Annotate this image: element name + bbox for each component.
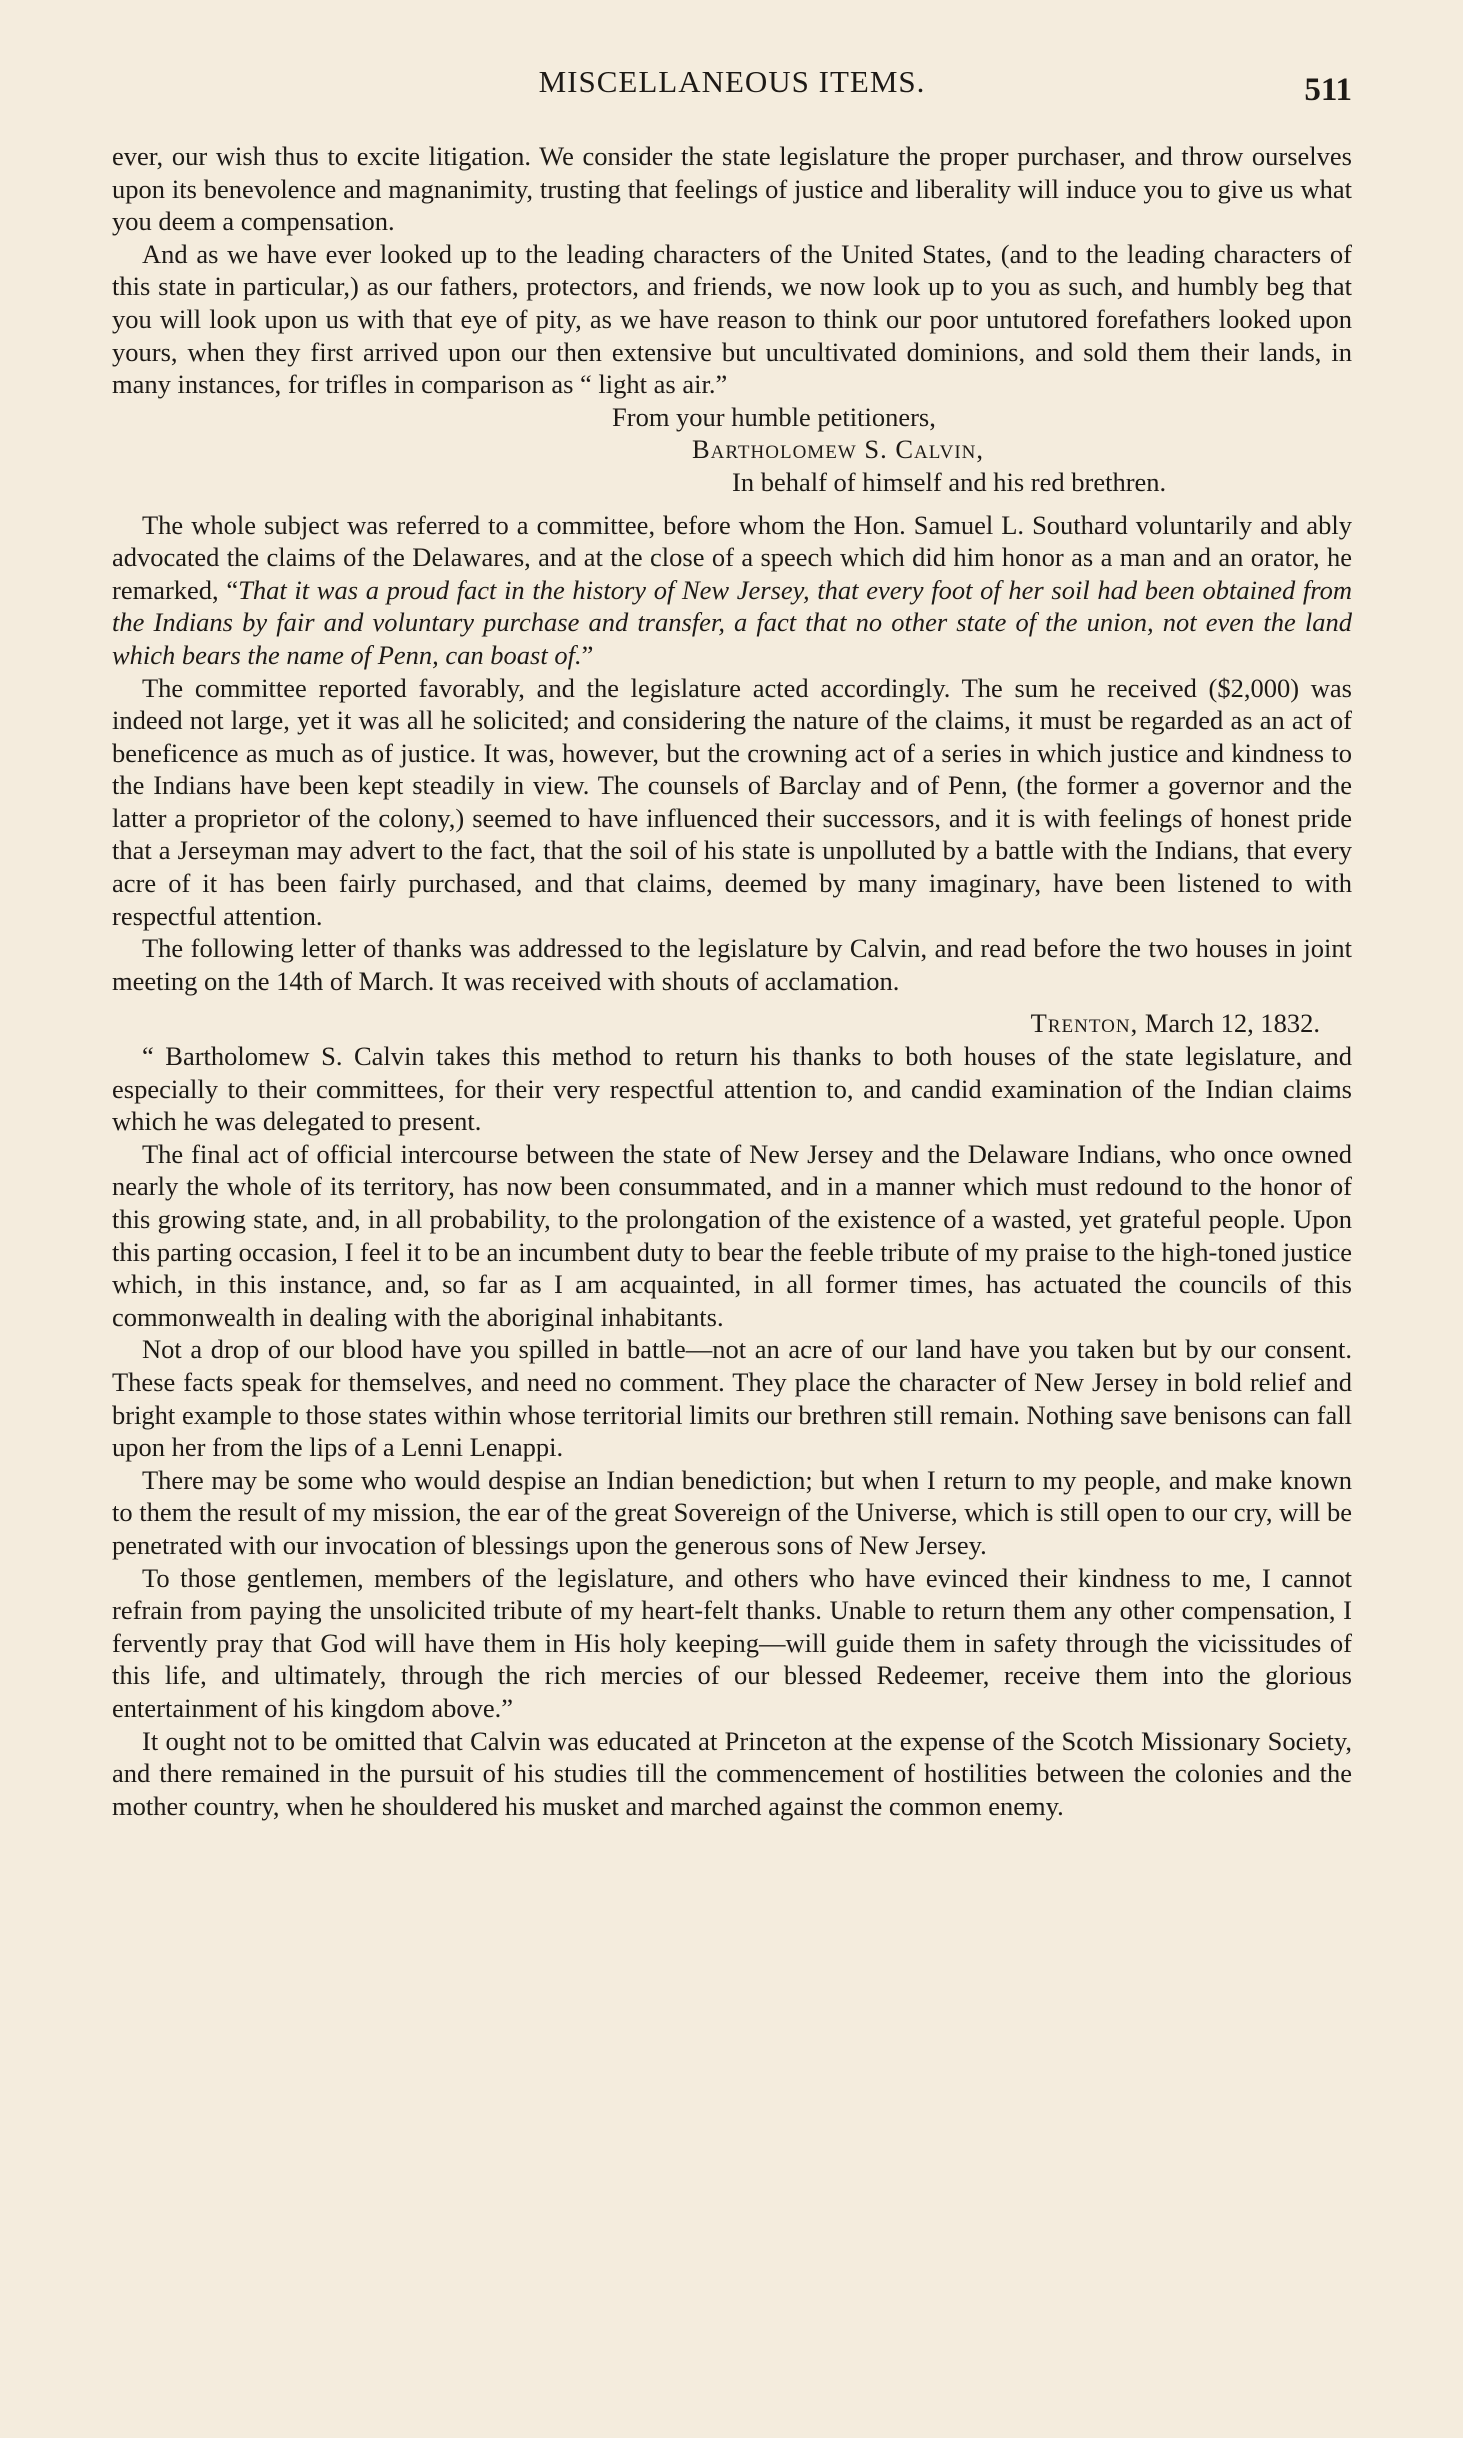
running-head [112, 60, 1352, 116]
quote-close: ” [581, 639, 594, 670]
letter-paragraph-1: “ Bartholomew S. Calvin takes this method to return his thanks to both houses of the state legislature, and especially to their committees, for their very respectful attention to, and candid examination of the Indian claims which he was delegated to present. [112, 1041, 1352, 1137]
page-number: 511 [1304, 72, 1352, 108]
petition-signoff: From your humble petitioners, [612, 401, 936, 432]
paragraph-letter-intro: The following letter of thanks was addressed to the legislature by Calvin, and read before the two houses in joint meeting on the 14th of March. It was received with shouts of acclamation. [112, 933, 1352, 996]
running-title: MISCELLANEOUS ITEMS. [538, 64, 926, 99]
paragraph-committee [112, 509, 1352, 672]
book-page [112, 60, 1352, 2390]
letter-dateline [112, 1007, 1352, 1040]
letter-paragraph-5: To those gentlemen, members of the legislature, and others who have evinced their kindness to me, I cannot refrain from paying the unsolicited tribute of my heart-felt thanks. Unable to return them any other compensation, I fervently pray that God will have them in His holy keeping—will guide them in safety through the vicissitudes of this life, and ultimately, through the rich mercies of our blessed Redeemer, receive them into the glorious entertainment of his kingdom above.” [112, 1562, 1352, 1723]
dateline-place: Trenton, [1030, 1008, 1139, 1039]
southard-quote: That it was a proud fact in the history of New Jersey, that every foot of her soil had been obtained from the Indians by fair and voluntary purchase and transfer, a fact that no other state of the union, not even the land which bears the name of Penn, can boast of. [112, 574, 1352, 670]
committee-lead-text: The whole subject was referred to a committee, before whom the Hon. Samuel L. Southard voluntarily and ably advocated the claims of the Delawares, and at the close of a speech which did him honor as a man and an orator, he remarked, “ [112, 509, 1352, 605]
petition-signature-name: Bartholomew S. Calvin, [692, 434, 985, 465]
paragraph-committee-report: The committee reported favorably, and the legislature acted accordingly. The sum he received ($2,000) was indeed not large, yet it was all he solicited; and considering the nature of the claims, it must be regarded as an act of beneficence as much as of justice. It was, however, but the crowning act of a series in which justice and kindness to the Indians have been kept steadily in view. The counsels of Barclay and of Penn, (the former a governor and the latter a proprietor of the colony,) seemed to have influenced their successors, and it is with feelings of honest pride that a Jerseyman may advert to the fact, that the soil of his state is unpolluted by a battle with the Indians, that every acre of it has been fairly purchased, and that claims, deemed by many imaginary, have been listened to with respectful attention. [112, 672, 1352, 931]
petition-signature-note: In behalf of himself and his red brethren. [732, 466, 1167, 497]
paragraph-petition-appeal: And as we have ever looked up to the leading characters of the United States, (and to the leading characters of this state in particular,) as our fathers, protectors, and friends, we now look up to you as such, and humbly beg that you will look upon us with that eye of pity, as we have reason to think our poor untutored forefathers looked upon yours, when they first arrived upon our then extensive but uncultivated dominions, and sold them their lands, in many instances, for trifles in comparison as “ light as air.” [112, 238, 1352, 400]
body-text [112, 140, 1352, 1822]
paragraph-calvin-education: It ought not to be omitted that Calvin was educated at Princeton at the expense of the Scotch Missionary Society, and there remained in the pursuit of his studies till the commencement of hostilities between the colonies and the mother country, when he shouldered his musket and marched against the common enemy. [112, 1725, 1352, 1821]
dateline-date: March 12, 1832. [1144, 1008, 1320, 1039]
letter-paragraph-4: There may be some who would despise an Indian benediction; but when I return to my people, and make known to them the result of my mission, the ear of the great Sovereign of the Universe, which is still open to our cry, will be penetrated with our invocation of blessings upon the generous sons of New Jersey. [112, 1464, 1352, 1560]
paragraph-continuation: ever, our wish thus to excite litigation. We consider the state legislature the proper purchaser, and throw ourselves upon its benevolence and magnanimity, trusting that feelings of justice and liberality will induce you to give us what you deem a compensation. [112, 141, 1352, 237]
letter-paragraph-2: The final act of official intercourse between the state of New Jersey and the Delaware Indians, who once owned nearly the whole of its territory, has now been consummated, and in a manner which must redound to the honor of this growing state, and, in all probability, to the prolongation of the existence of a wasted, yet grateful people. Upon this parting occasion, I feel it to be an incumbent duty to bear the feeble tribute of my praise to the high-toned justice which, in this instance, and, so far as I am acquainted, in all former times, has actuated the councils of this commonwealth in dealing with the aboriginal inhabitants. [112, 1138, 1352, 1332]
letter-paragraph-3: Not a drop of our blood have you spilled in battle—not an acre of our land have you taken but by our consent. These facts speak for themselves, and need no comment. They place the character of New Jersey in bold relief and bright example to those states within whose territorial limits our brethren still remain. Nothing save benisons can fall upon her from the lips of a Lenni Lenappi. [112, 1334, 1352, 1463]
